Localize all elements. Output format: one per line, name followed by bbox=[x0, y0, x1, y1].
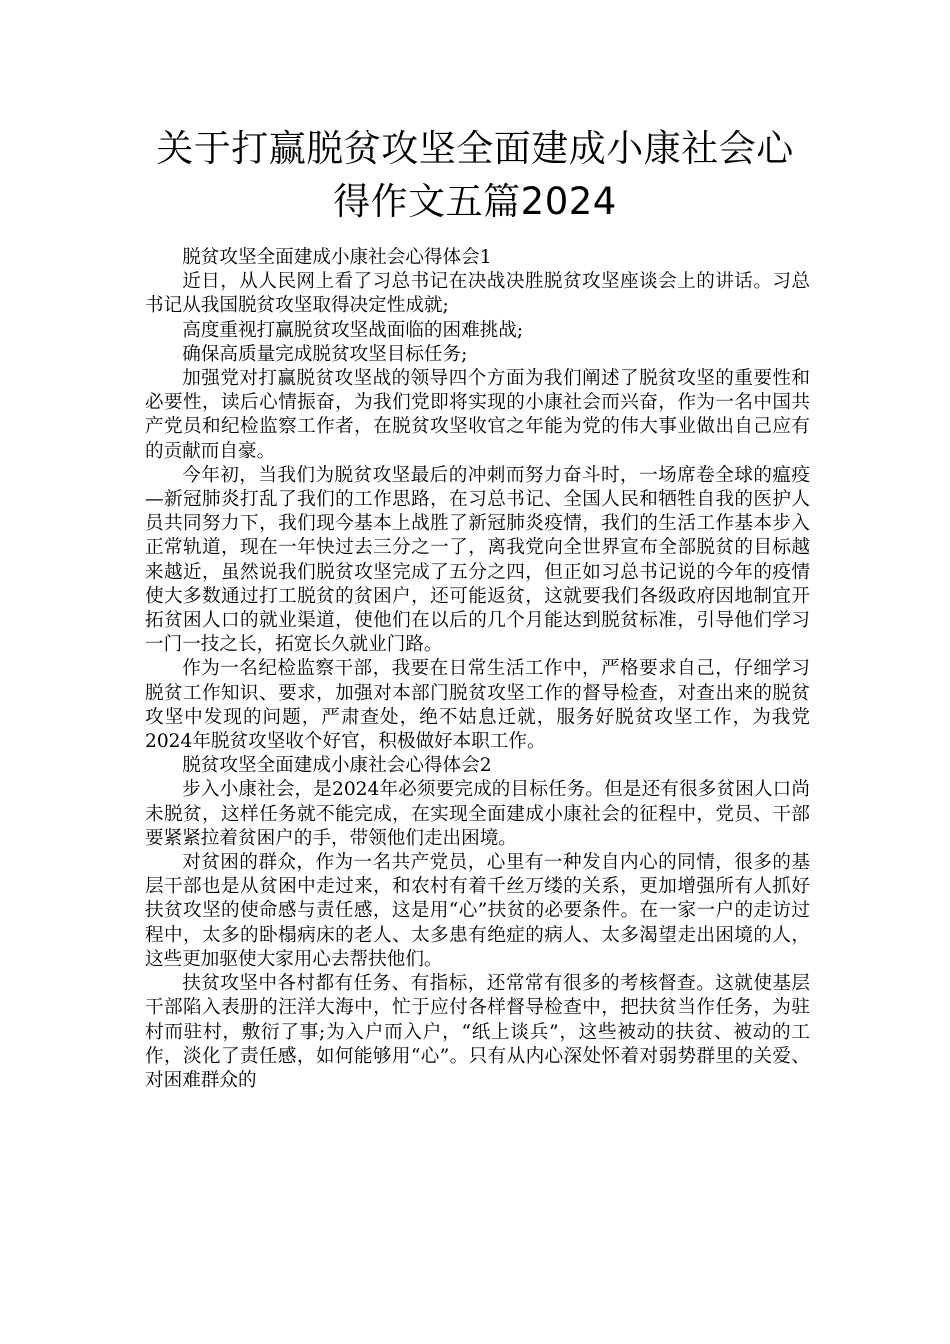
document-title-line-1: 关于打赢脱贫攻坚全面建成小康社会心 bbox=[156, 127, 794, 170]
document-body bbox=[145, 246, 810, 1093]
paragraph: 今年初，当我们为脱贫攻坚最后的冲刺而努力奋斗时，一场席卷全球的瘟疫—新冠肺炎打乱了我们的工作思路，在习总书记、全国人民和牺牲自我的医护人员共同努力下，我们现今基本上战胜了新冠肺炎疫情，我们的生活工作基本步入正常轨道，现在一年快过去三分之一了，离我党向全世界宣布全部脱贫的目标越来越近，虽然说我们脱贫攻坚完成了五分之四，但正如习总书记说的今年的疫情使大多数通过打工脱贫的贫困户，还可能返贫，这就要我们各级政府因地制宜开拓贫困人口的就业渠道，使他们在以后的几个月能达到脱贫标准，引导他们学习一门一技之长，拓宽长久就业门路。 bbox=[145, 464, 810, 656]
paragraph: 近日，从人民网上看了习总书记在决战决胜脱贫攻坚座谈会上的讲话。习总书记从我国脱贫攻坚取得决定性成就; bbox=[145, 271, 810, 317]
paragraph: 加强党对打赢脱贫攻坚战的领导四个方面为我们阐述了脱贫攻坚的重要性和必要性，读后心情振奋，为我们党即将实现的小康社会而兴奋，作为一名中国共产党员和纪检监察工作者，在脱贫攻坚收官之年能为党的伟大事业做出自己应有的贡献而自豪。 bbox=[145, 368, 810, 462]
paragraph: 对贫困的群众，作为一名共产党员，心里有一种发自内心的同情，很多的基层干部也是从贫困中走过来，和农村有着千丝万缕的关系，更加增强所有人抓好扶贫攻坚的使命感与责任感，这是用“心”扶贫的必要条件。在一家一户的走访过程中，太多的卧榻病床的老人、太多患有绝症的病人、太多渴望走出困境的人，这些更加驱使大家用心去帮扶他们。 bbox=[145, 852, 810, 970]
paragraph: 确保高质量完成脱贫攻坚目标任务; bbox=[182, 343, 468, 365]
document-title bbox=[120, 122, 830, 228]
document-title-line-2: 得作文五篇2024 bbox=[333, 180, 617, 223]
paragraph: 作为一名纪检监察干部，我要在日常生活工作中，严格要求自己，仔细学习脱贫工作知识、要求，加强对本部门脱贫攻坚工作的督导检查，对查出来的脱贫攻坚中发现的问题，严肃查处，绝不姑息迁就，服务好脱贫攻坚工作，为我党2024年脱贫攻坚收个好官，积极做好本职工作。 bbox=[145, 658, 810, 753]
paragraph: 扶贫攻坚中各村都有任务、有指标，还常常有很多的考核督查。这就使基层干部陷入表册的汪洋大海中，忙于应付各样督导检查中，把扶贫当作任务，为驻村而驻村，敷衍了事;为入户而入户，“纸上谈兵”，这些被动的扶贫、被动的工作，淡化了责任感，如何能够用“心”。只有从内心深处怀着对弱势群里的关爱、对困难群众的 bbox=[145, 973, 810, 1091]
paragraph: 高度重视打赢脱贫攻坚战面临的困难挑战; bbox=[182, 319, 524, 341]
paragraph: 步入小康社会，是2024年必须要完成的目标任务。但是还有很多贫困人口尚未脱贫，这样任务就不能完成，在实现全面建成小康社会的征程中，党员、干部要紧紧拉着贫困户的手，带领他们走出困境。 bbox=[145, 779, 810, 849]
section-heading-2: 脱贫攻坚全面建成小康社会心得体会2 bbox=[182, 755, 492, 777]
section-heading-1: 脱贫攻坚全面建成小康社会心得体会1 bbox=[182, 247, 492, 268]
